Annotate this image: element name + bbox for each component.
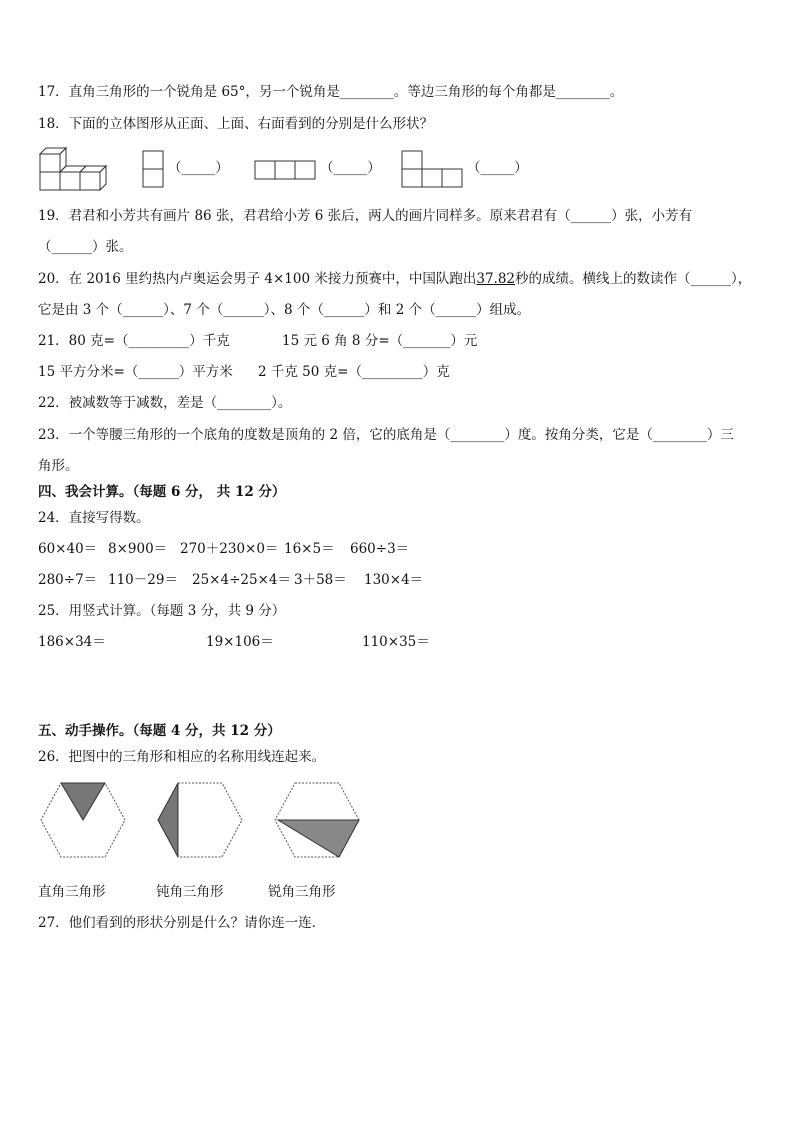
- answer-blank-1[interactable]: （_____）: [168, 160, 229, 176]
- question-21-b: 15 元 6 角 8 分=（_______）元: [282, 333, 478, 349]
- vertical-calc-2: 19×106＝: [206, 634, 274, 650]
- view-shape-3: [401, 150, 463, 188]
- question-20-line-2: 它是由 3 个（______）、7 个（______）、8 个（______）和 2 个（______）组成。: [38, 302, 531, 318]
- question-20-line-1: [38, 269, 751, 289]
- section-5-heading: 五、动手操作。（每题 4 分，共 12 分）: [38, 723, 281, 739]
- answer-blank-3[interactable]: （_____）: [467, 160, 528, 176]
- calc-row-1-item-1: 60×40＝: [38, 541, 98, 557]
- question-19-line-1: 19．君君和小芳共有画片 86 张，君君给小芳 6 张后，两人的画片同样多。原来君君有（______）张，小芳有: [38, 208, 693, 224]
- question-27: 27．他们看到的形状分别是什么？请你连一连．: [38, 915, 326, 931]
- question-21-a: 21．80 克=（_________）千克: [38, 333, 230, 349]
- calc-row-2-item-5: 130×4＝: [364, 572, 424, 588]
- calc-row-2-item-1: 280÷7＝: [38, 572, 98, 588]
- calc-row-1-item-5: 660÷3＝: [350, 541, 410, 557]
- section-4-heading: 四、我会计算。（每题 6 分， 共 12 分）: [38, 484, 286, 500]
- question-26: 26．把图中的三角形和相应的名称用线连起来。: [38, 749, 326, 765]
- hexagon-triangle-figure-2[interactable]: [155, 780, 245, 860]
- question-23-line-1: 23．一个等腰三角形的一个底角的度数是顶角的 2 倍，它的底角是（________）度。按角分类，它是（________）三: [38, 427, 734, 443]
- question-20-text-b: 秒的成绩。横线上的数读作（______），: [515, 271, 752, 287]
- calc-row-2-item-2: 110－29＝: [108, 572, 178, 588]
- answer-blank-2[interactable]: （_____）: [320, 160, 381, 176]
- hexagon-triangle-figure-3[interactable]: [272, 780, 362, 860]
- question-19-line-2: （______）张。: [38, 239, 133, 255]
- view-shape-1: [142, 150, 164, 188]
- question-20-text-a: 20．在 2016 里约热内卢奥运会男子 4×100 米接力预赛中，中国队跑出: [38, 271, 477, 287]
- underlined-number: 37.82: [476, 271, 516, 287]
- question-21-c: 15 平方分米=（______）平方米: [38, 364, 233, 380]
- vertical-calc-3: 110×35＝: [362, 634, 430, 650]
- hexagon-triangle-figure-1[interactable]: [38, 780, 128, 860]
- calc-row-2-item-4: 3＋58＝: [294, 572, 347, 588]
- question-25: 25．用竖式计算。（每题 3 分，共 9 分）: [38, 603, 286, 619]
- question-23-line-2: 角形。: [38, 458, 79, 474]
- vertical-calc-1: 186×34＝: [38, 634, 106, 650]
- triangle-name-acute[interactable]: 锐角三角形: [268, 884, 336, 900]
- calc-row-1-item-4: 16×5＝: [284, 541, 335, 557]
- triangle-name-obtuse[interactable]: 钝角三角形: [156, 884, 224, 900]
- cube-solid-figure: [38, 146, 108, 192]
- calc-row-1-item-3: 270＋230×0＝: [180, 541, 279, 557]
- question-21-d: 2 千克 50 克=（_________）克: [258, 364, 450, 380]
- question-18: 18．下面的立体图形从正面、上面、右面看到的分别是什么形状？: [38, 116, 434, 132]
- calc-row-2-item-3: 25×4÷25×4＝: [192, 572, 291, 588]
- triangle-name-right[interactable]: 直角三角形: [38, 884, 106, 900]
- view-shape-2: [254, 160, 316, 180]
- question-22: 22．被减数等于减数，差是（________）。: [38, 395, 292, 411]
- question-24: 24．直接写得数。: [38, 510, 150, 526]
- question-17: 17．直角三角形的一个锐角是 65°，另一个锐角是________。等边三角形的每个角都是________。: [38, 84, 624, 100]
- calc-row-1-item-2: 8×900＝: [108, 541, 168, 557]
